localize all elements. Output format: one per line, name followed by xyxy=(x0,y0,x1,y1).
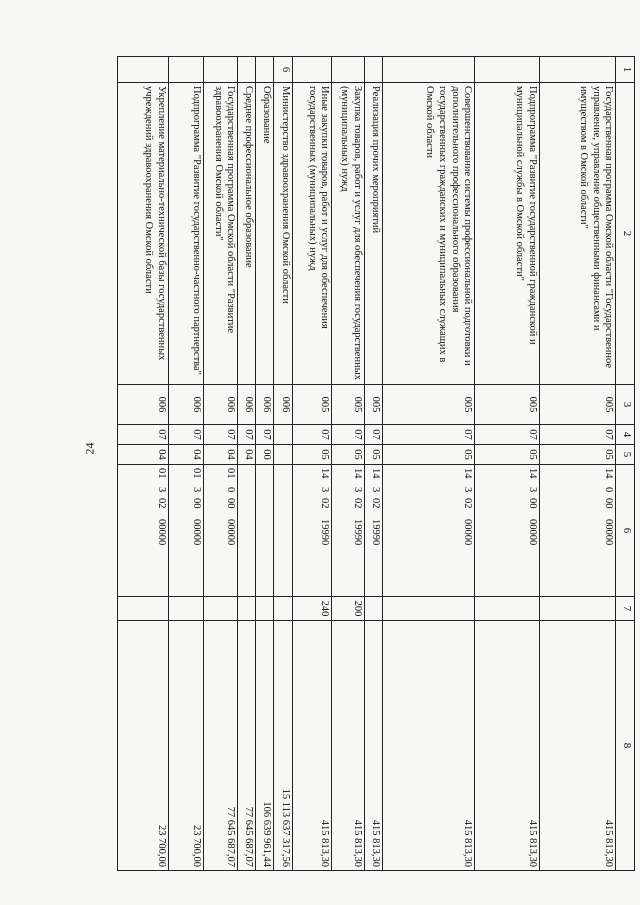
cell-c5: 00 xyxy=(256,445,274,465)
cell-c8: 415 813,30 xyxy=(382,621,474,871)
target-code-part: 14 xyxy=(527,468,538,479)
target-code-part: 01 xyxy=(225,468,237,479)
budget-table xyxy=(117,56,635,871)
cell-c8: 77 645 687,07 xyxy=(203,621,238,871)
header-cell: 4 xyxy=(616,425,635,445)
cell-c3: 006 xyxy=(118,385,169,425)
header-cell: 2 xyxy=(616,83,635,385)
cell-c8: 415 813,30 xyxy=(540,621,616,871)
cell-target-code xyxy=(118,465,169,597)
cell-c2: Укрепление материально-технической базы государственных учреждений здравоохранения Омской области xyxy=(118,83,169,385)
cell-c5: 05 xyxy=(332,445,365,465)
target-code-part: 00000 xyxy=(462,519,474,546)
table-row xyxy=(382,57,474,871)
cell-c7 xyxy=(364,597,382,621)
target-code-part: 02 xyxy=(319,498,331,509)
cell-c7 xyxy=(475,597,540,621)
cell-c3: 006 xyxy=(238,385,256,425)
cell-c8: 415 813,30 xyxy=(364,621,382,871)
header-cell: 8 xyxy=(616,621,635,871)
table-row xyxy=(118,57,169,871)
target-code-part: 14 xyxy=(603,468,615,479)
target-code-part: 01 xyxy=(156,468,168,479)
table-row xyxy=(203,57,238,871)
cell-c2: Среднее профессиональное образование xyxy=(238,83,256,385)
target-code-part: 02 xyxy=(462,498,474,509)
cell-c7 xyxy=(382,597,474,621)
budget-table-container xyxy=(117,56,635,870)
cell-c8: 23 700,00 xyxy=(169,621,204,871)
cell-c5: 05 xyxy=(364,445,382,465)
target-code-part: 3 xyxy=(351,487,363,493)
cell-c1 xyxy=(382,57,474,83)
cell-c1 xyxy=(256,57,274,83)
cell-c5: 04 xyxy=(203,445,238,465)
target-code-part: 00 xyxy=(603,498,615,509)
cell-c2: Подпрограмма "Развитие государственной гражданской и муниципальной службы в Омской области" xyxy=(475,83,540,385)
target-code-part: 3 xyxy=(527,487,538,493)
cell-c7 xyxy=(540,597,616,621)
target-code-part: 00 xyxy=(527,498,538,509)
target-code-part: 00000 xyxy=(225,519,237,546)
cell-c8: 415 813,30 xyxy=(475,621,540,871)
cell-target-code xyxy=(332,465,365,597)
cell-c4: 07 xyxy=(382,425,474,445)
table-row xyxy=(475,57,540,871)
cell-c4: 07 xyxy=(364,425,382,445)
table-row xyxy=(169,57,204,871)
cell-c1 xyxy=(118,57,169,83)
cell-target-code xyxy=(475,465,540,597)
cell-c7 xyxy=(118,597,169,621)
cell-c5: 05 xyxy=(292,445,331,465)
cell-c2: Реализация прочих мероприятий xyxy=(364,83,382,385)
target-code-part: 3 xyxy=(190,487,202,493)
cell-c5: 05 xyxy=(382,445,474,465)
header-row xyxy=(616,57,635,871)
target-code-part: 02 xyxy=(351,498,363,509)
cell-c5: 05 xyxy=(540,445,616,465)
cell-c4: 07 xyxy=(540,425,616,445)
cell-c1 xyxy=(203,57,238,83)
target-code-part: 00000 xyxy=(156,519,168,546)
cell-c3: 005 xyxy=(292,385,331,425)
table-row xyxy=(274,57,292,871)
cell-c3: 005 xyxy=(332,385,365,425)
cell-target-code xyxy=(540,465,616,597)
header-cell: 3 xyxy=(616,385,635,425)
table-row xyxy=(364,57,382,871)
target-code-part: 14 xyxy=(462,468,474,479)
cell-c3: 006 xyxy=(203,385,238,425)
target-code-part: 00 xyxy=(225,498,237,509)
cell-target-code xyxy=(274,465,292,597)
cell-c2: Совершенствование системы профессиональной подготовки и дополнительного профессионального образования государственных гражданских и муниципальных служащих в Омской области xyxy=(382,83,474,385)
header-cell: 5 xyxy=(616,445,635,465)
cell-c2: Образование xyxy=(256,83,274,385)
cell-c1 xyxy=(169,57,204,83)
cell-c1 xyxy=(332,57,365,83)
target-code-part: 14 xyxy=(351,468,363,479)
target-code-part: 19990 xyxy=(351,519,363,546)
target-code-part: 02 xyxy=(369,498,381,509)
cell-target-code xyxy=(256,465,274,597)
cell-c4: 07 xyxy=(203,425,238,445)
cell-c4: 07 xyxy=(169,425,204,445)
cell-c2: Государственная программа Омской области "Государственное управление, управление общественными финансами и имуществом в Омской области" xyxy=(540,83,616,385)
target-code-part: 00000 xyxy=(190,519,202,546)
cell-c7: 200 xyxy=(332,597,365,621)
cell-c5: 04 xyxy=(118,445,169,465)
target-code-part: 19990 xyxy=(319,519,331,546)
cell-target-code xyxy=(382,465,474,597)
cell-c3: 005 xyxy=(540,385,616,425)
cell-c5: 04 xyxy=(169,445,204,465)
cell-c1 xyxy=(540,57,616,83)
table-row xyxy=(256,57,274,871)
page-number: 24 xyxy=(82,442,97,455)
cell-c8: 77 645 687,07 xyxy=(238,621,256,871)
cell-c1 xyxy=(292,57,331,83)
target-code-part: 02 xyxy=(156,498,168,509)
cell-target-code xyxy=(364,465,382,597)
target-code-part: 3 xyxy=(369,487,381,493)
table-row xyxy=(332,57,365,871)
cell-c4: 07 xyxy=(238,425,256,445)
cell-c2: Государственная программа Омской области "Развитие здравоохранения Омской области" xyxy=(203,83,238,385)
target-code-part: 3 xyxy=(156,487,168,493)
cell-c1 xyxy=(238,57,256,83)
cell-c8: 23 700,00 xyxy=(118,621,169,871)
target-code-part: 00 xyxy=(190,498,202,509)
header-cell: 1 xyxy=(616,57,635,83)
cell-c4 xyxy=(274,425,292,445)
cell-c5: 05 xyxy=(475,445,540,465)
cell-c4: 07 xyxy=(118,425,169,445)
cell-c7 xyxy=(256,597,274,621)
target-code-part: 0 xyxy=(225,487,237,493)
table-row xyxy=(292,57,331,871)
cell-c3: 005 xyxy=(475,385,540,425)
cell-c2: Закупка товаров, работ и услуг для обеспечения государственных (муниципальных) нужд xyxy=(332,83,365,385)
cell-target-code xyxy=(238,465,256,597)
target-code-part: 14 xyxy=(319,468,331,479)
cell-c7 xyxy=(274,597,292,621)
target-code-part: 14 xyxy=(369,468,381,479)
table-row xyxy=(540,57,616,871)
target-code-part: 00000 xyxy=(603,519,615,546)
table-row xyxy=(238,57,256,871)
cell-c4: 07 xyxy=(292,425,331,445)
target-code-part: 19990 xyxy=(369,519,381,546)
cell-c7 xyxy=(238,597,256,621)
cell-c4: 07 xyxy=(256,425,274,445)
cell-c3: 005 xyxy=(382,385,474,425)
cell-c1: 6 xyxy=(274,57,292,83)
cell-c4: 07 xyxy=(332,425,365,445)
cell-c5: 04 xyxy=(238,445,256,465)
cell-c4: 07 xyxy=(475,425,540,445)
cell-c7 xyxy=(169,597,204,621)
cell-c2: Иные закупки товаров, работ и услуг для обеспечения государственных (муниципальных) нужд xyxy=(292,83,331,385)
header-cell: 6 xyxy=(616,465,635,597)
target-code-part: 0 xyxy=(603,487,615,493)
cell-c8: 106 639 961,44 xyxy=(256,621,274,871)
target-code-part: 00000 xyxy=(527,519,538,546)
cell-c3: 005 xyxy=(364,385,382,425)
cell-c1 xyxy=(364,57,382,83)
cell-c7 xyxy=(203,597,238,621)
cell-c5 xyxy=(274,445,292,465)
cell-target-code xyxy=(203,465,238,597)
cell-c2: Подпрограмма "Развитие государственно-частного партнерства" xyxy=(169,83,204,385)
cell-c3: 006 xyxy=(274,385,292,425)
cell-c3: 006 xyxy=(256,385,274,425)
cell-c3: 006 xyxy=(169,385,204,425)
target-code-part: 3 xyxy=(319,487,331,493)
cell-c8: 415 813,30 xyxy=(332,621,365,871)
target-code-part: 01 xyxy=(190,468,202,479)
cell-c1 xyxy=(475,57,540,83)
cell-c2: Министерство здравоохранения Омской области xyxy=(274,83,292,385)
header-cell: 7 xyxy=(616,597,635,621)
cell-target-code xyxy=(169,465,204,597)
cell-c8: 15 113 637 317,56 xyxy=(274,621,292,871)
cell-c8: 415 813,30 xyxy=(292,621,331,871)
cell-target-code xyxy=(292,465,331,597)
target-code-part: 3 xyxy=(462,487,474,493)
cell-c7: 240 xyxy=(292,597,331,621)
